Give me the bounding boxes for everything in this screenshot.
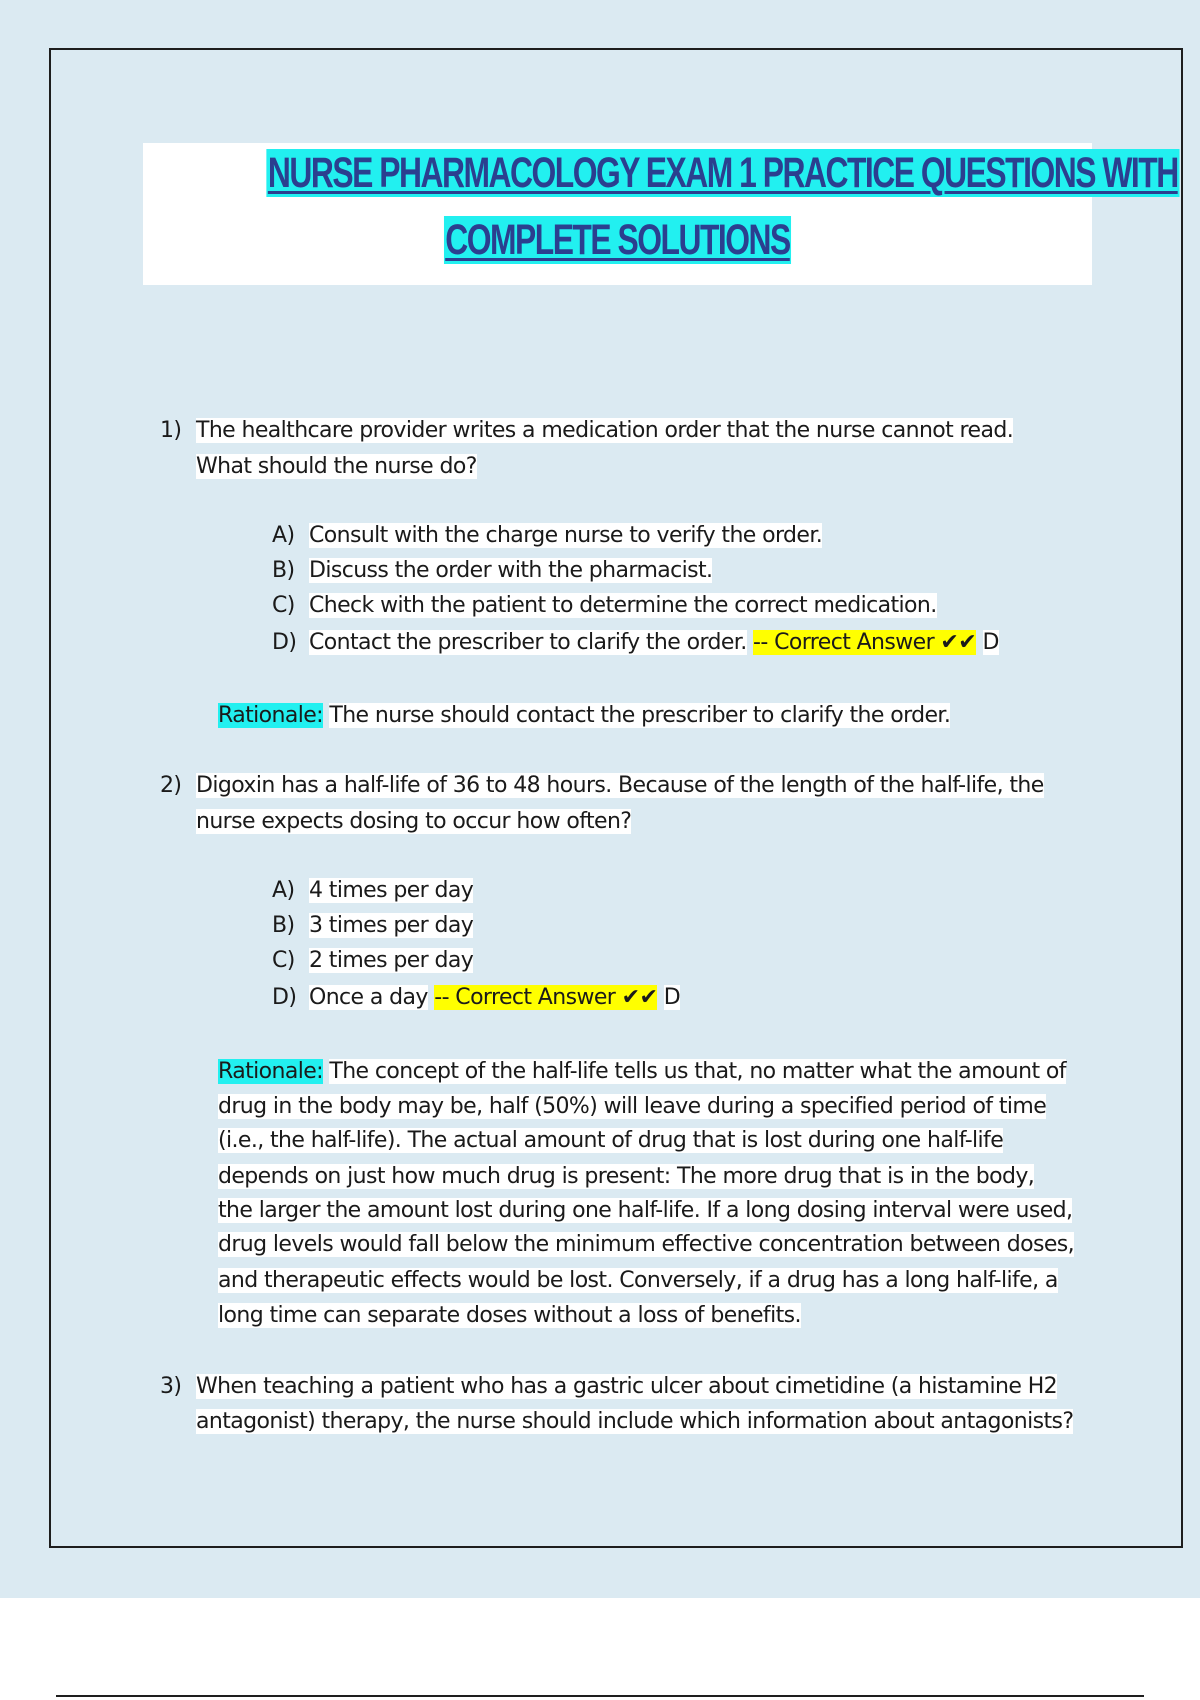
- q2-rationale-line-4: depends on just how much drug is present: The more drug that is in the body,: [218, 1164, 1035, 1189]
- q2-rationale-line-6: drug levels would fall below the minimum effective concentration between doses,: [218, 1232, 1075, 1257]
- q2-rationale-line-2: drug in the body may be, half (50%) will leave during a specified period of time: [218, 1094, 1047, 1119]
- q2-rationale-line-8: long time can separate doses without a loss of benefits.: [218, 1303, 801, 1328]
- q1-option-d: Contact the prescriber to clarify the order. -- Correct Answer ✔✔ D: [309, 630, 999, 655]
- q1-rationale-label: Rationale:: [218, 703, 323, 728]
- question-3-number: 3): [160, 1374, 182, 1399]
- question-1-line-2: What should the nurse do?: [196, 454, 477, 479]
- question-3-line-1: When teaching a patient who has a gastric ulcer about cimetidine (a histamine H2: [196, 1374, 1058, 1399]
- q2-rationale-line-1: Rationale: The concept of the half-life tells us that, no matter what the amount of: [218, 1059, 1066, 1084]
- bottom-rule: [56, 1695, 1144, 1697]
- q1-option-c-letter: C): [272, 593, 295, 618]
- title-box: [143, 143, 1178, 285]
- q2-answer: D: [663, 985, 681, 1010]
- q1-option-b: Discuss the order with the pharmacist.: [309, 558, 713, 583]
- q1-rationale: Rationale: The nurse should contact the prescriber to clarify the order.: [218, 703, 951, 728]
- q1-option-a-letter: A): [272, 523, 295, 548]
- question-2-number: 2): [160, 773, 182, 798]
- q1-option-a: Consult with the charge nurse to verify the order.: [309, 523, 823, 548]
- question-1-number: 1): [160, 418, 182, 443]
- q1-option-d-letter: D): [272, 630, 297, 655]
- q2-correct-answer-tag: -- Correct Answer ✔✔: [434, 985, 658, 1010]
- q2-option-c: 2 times per day: [309, 948, 474, 973]
- q1-correct-answer-tag: -- Correct Answer ✔✔: [753, 630, 977, 655]
- q2-option-b-letter: B): [272, 913, 295, 938]
- question-1-line-1: The healthcare provider writes a medication order that the nurse cannot read.: [196, 418, 1014, 443]
- q2-option-b: 3 times per day: [309, 913, 474, 938]
- question-3-line-2: antagonist) therapy, the nurse should include which information about antagonists?: [196, 1409, 1074, 1434]
- q2-option-c-letter: C): [272, 948, 295, 973]
- q2-rationale-label: Rationale:: [218, 1059, 323, 1084]
- q2-rationale-line-3: (i.e., the half-life). The actual amount of drug that is lost during one half-life: [218, 1128, 1004, 1153]
- question-2-line-1: Digoxin has a half-life of 36 to 48 hours. Because of the length of the half-life, the: [196, 773, 1044, 798]
- question-2-line-2: nurse expects dosing to occur how often?: [196, 809, 632, 834]
- q2-rationale-line-7: and therapeutic effects would be lost. Conversely, if a drug has a long half-life, a: [218, 1268, 1058, 1293]
- q1-option-c: Check with the patient to determine the correct medication.: [309, 593, 937, 618]
- q1-option-b-letter: B): [272, 558, 295, 583]
- q2-option-d-letter: D): [272, 985, 297, 1010]
- q2-option-a-letter: A): [272, 878, 295, 903]
- q2-rationale-line-5: the larger the amount lost during one half-life. If a long dosing interval were used,: [218, 1198, 1073, 1223]
- q1-answer: D: [982, 630, 999, 655]
- q2-option-a: 4 times per day: [309, 878, 474, 903]
- q2-option-d: Once a day -- Correct Answer ✔✔ D: [309, 985, 681, 1010]
- title-line-1: NURSE PHARMACOLOGY EXAM 1 PRACTICE QUESTIONS WITH: [267, 149, 1178, 197]
- title-line-2: COMPLETE SOLUTIONS: [445, 216, 790, 264]
